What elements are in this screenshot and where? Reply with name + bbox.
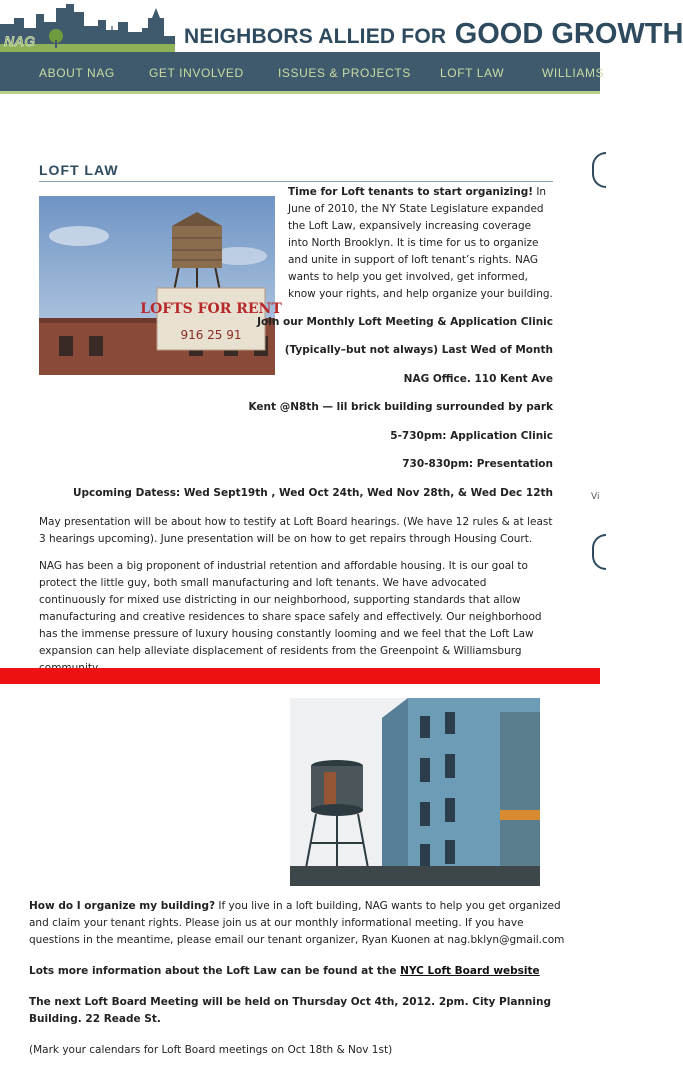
sign-phone: 916 25 91 — [180, 328, 242, 342]
main-nav — [0, 52, 605, 94]
organize-body: If you live in a loft building, NAG wants to help you get organized and claim your tenant rights. Please join us at our monthly informational meeting. If you have questions in the meantime, please email our tenant organizer, Ryan Kuonen at nag.bklyn@gmail.com — [29, 900, 565, 946]
nav-get-involved[interactable]: GET INVOLVED — [149, 66, 244, 80]
may-presentation-paragraph: May presentation will be about how to testify at Loft Board hearings. (We have 12 rules & at least 3 hearings upcoming). June presentation will be on how to get repairs through Housing Court. — [39, 516, 553, 545]
more-info-paragraph — [29, 963, 575, 980]
water-tower-loft-sign-photo — [39, 196, 282, 375]
nav-issues-projects[interactable]: ISSUES & PROJECTS — [278, 66, 411, 80]
red-divider-bar — [0, 668, 600, 684]
meeting-line: 5-730pm: Application Clinic — [390, 430, 553, 442]
calendar-note: (Mark your calendars for Loft Board meetings on Oct 18th & Nov 1st) — [29, 1044, 393, 1056]
upcoming-dates: Upcoming Datess: Wed Sept19th , Wed Oct 24th, Wed Nov 28th, & Wed Dec 12th — [72, 487, 553, 499]
sidebar-widget-tab[interactable] — [592, 534, 606, 570]
water-tower-building-photo — [290, 698, 540, 886]
nyc-loft-board-link[interactable]: NYC Loft Board website — [400, 965, 540, 977]
nag-logo[interactable] — [0, 0, 175, 52]
title-divider — [39, 181, 553, 182]
intro-paragraph — [288, 184, 554, 303]
meeting-line: (Typically–but not always) Last Wed of Month — [284, 344, 553, 356]
meeting-line: NAG Office. 110 Kent Ave — [403, 373, 553, 385]
site-header — [0, 0, 683, 52]
meeting-line: Join our Monthly Loft Meeting & Application Clinic — [257, 316, 553, 328]
site-title[interactable] — [184, 18, 683, 51]
nav-about-nag[interactable]: ABOUT NAG — [39, 66, 115, 80]
site-title-big: GOOD GROWTH — [454, 18, 683, 50]
page-title: LOFT LAW — [39, 162, 119, 178]
organize-lead: How do I organize my building? — [29, 900, 216, 912]
logo-text: NAG — [4, 33, 36, 49]
next-meeting-paragraph: The next Loft Board Meeting will be held on Thursday Oct 4th, 2012. 2pm. City Planning Building. 22 Reade St. — [29, 996, 551, 1025]
intro-lead: Time for Loft tenants to start organizing! — [288, 186, 533, 198]
nav-williamsburg[interactable]: WILLIAMS — [542, 66, 605, 80]
sidebar-text-fragment: Vi — [591, 492, 600, 502]
proponent-paragraph: NAG has been a big proponent of industrial retention and affordable housing. It is our goal to protect the little guy, both small manufacturing and loft tenants. We have advocated continuously for mixed use districting in our neighborhood, supporting standards that allow manufacturing and creative residences to share space safely and effectively. Our neighborhood has the immense pressure of luxury housing constantly looming and we feel that the Loft Law expansion can help alleviate displacement of residents from the Greenpoint & Williamsburg — [39, 560, 542, 657]
intro-body: In June of 2010, the NY State Legislature expanded the Loft Law, expansively increasing coverage into North Brooklyn. It is time for us to organize and unite in support of loft tenant’s rights. NAG wants to help you get involved, get informed, know your rights, and help organize your building. — [288, 186, 553, 300]
organize-paragraph — [29, 898, 575, 949]
meeting-line: Kent @N8th — lil brick building surrounded by park — [248, 401, 553, 413]
more-info-text: Lots more information about the Loft Law can be found at the — [29, 965, 401, 977]
meeting-line: 730-830pm: Presentation — [402, 458, 553, 470]
sidebar-widget-tab[interactable] — [592, 152, 606, 188]
site-title-small: NEIGHBORS ALLIED FOR — [184, 25, 447, 48]
nav-loft-law[interactable]: LOFT LAW — [440, 66, 505, 80]
sign-text: LOFTS FOR RENT — [140, 301, 282, 317]
